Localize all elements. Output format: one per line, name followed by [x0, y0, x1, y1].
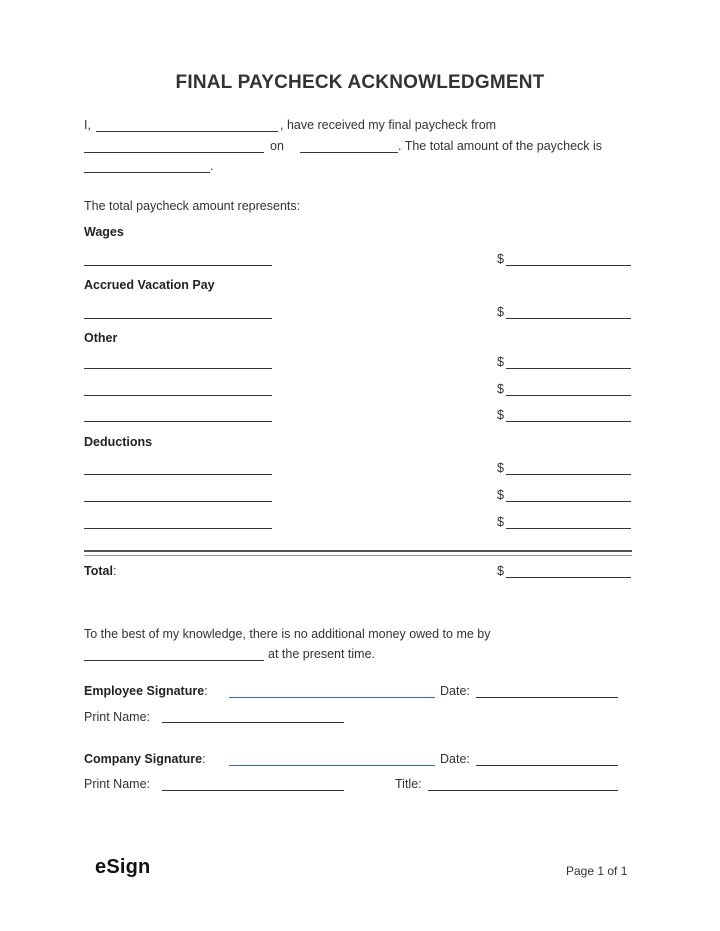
other-amount-field-2[interactable]	[506, 395, 631, 396]
intro-end-period: .	[210, 159, 214, 173]
total-colon: :	[112, 564, 117, 578]
employee-date-label: Date:	[440, 684, 470, 698]
represents-text: The total paycheck amount represents:	[84, 199, 301, 213]
company-signature-field[interactable]	[229, 765, 435, 766]
deduction-amount-field-2[interactable]	[506, 501, 631, 502]
company-print-name-field[interactable]	[162, 790, 344, 791]
deduction-description-field-1[interactable]	[84, 474, 272, 475]
employee-signature-label-row	[84, 684, 208, 698]
deduction-description-field-2[interactable]	[84, 501, 272, 502]
other-dollar-sign-3: $	[497, 408, 504, 422]
total-amount-field[interactable]	[506, 577, 631, 578]
employer-owed-field[interactable]	[84, 660, 264, 661]
total-divider-thick	[84, 550, 632, 552]
other-amount-field-3[interactable]	[506, 421, 631, 422]
total-label: Total	[84, 564, 113, 578]
deduction-dollar-sign-2: $	[497, 488, 504, 502]
total-label-row	[84, 564, 116, 578]
total-dollar-sign: $	[497, 564, 504, 578]
paycheck-total-field[interactable]	[84, 172, 210, 173]
company-signature-label-row	[84, 752, 206, 766]
other-dollar-sign-2: $	[497, 382, 504, 396]
accrued-vacation-heading: Accrued Vacation Pay	[84, 278, 215, 292]
deduction-amount-field-3[interactable]	[506, 528, 631, 529]
other-description-field-3[interactable]	[84, 421, 272, 422]
employee-print-name-label: Print Name:	[84, 710, 150, 724]
employee-print-name-field[interactable]	[162, 722, 344, 723]
employee-signature-label: Employee Signature	[84, 684, 205, 698]
company-signature-label: Company Signature	[84, 752, 203, 766]
other-heading: Other	[84, 331, 118, 345]
company-print-name-label: Print Name:	[84, 777, 150, 791]
company-date-label: Date:	[440, 752, 470, 766]
deduction-description-field-3[interactable]	[84, 528, 272, 529]
intro-total-text: . The total amount of the paycheck is	[398, 139, 603, 153]
esign-logo: eSign	[95, 856, 151, 878]
knowledge-statement: To the best of my knowledge, there is no additional money owed to me by	[84, 627, 491, 641]
vacation-amount-field[interactable]	[506, 318, 631, 319]
employee-name-field[interactable]	[96, 131, 278, 132]
employee-signature-colon: :	[204, 684, 208, 698]
vacation-description-field[interactable]	[84, 318, 272, 319]
other-description-field-2[interactable]	[84, 395, 272, 396]
intro-on-text: on	[270, 139, 284, 153]
deduction-amount-field-1[interactable]	[506, 474, 631, 475]
deductions-heading: Deductions	[84, 435, 153, 449]
employee-signature-field[interactable]	[229, 697, 435, 698]
page-number: Page 1 of 1	[566, 864, 628, 878]
intro-prefix: I,	[84, 118, 91, 132]
company-title-field[interactable]	[428, 790, 618, 791]
other-amount-field-1[interactable]	[506, 368, 631, 369]
deduction-dollar-sign-3: $	[497, 515, 504, 529]
company-signature-colon: :	[202, 752, 206, 766]
intro-received-text: , have received my final paycheck from	[280, 118, 497, 132]
knowledge-present-time: at the present time.	[268, 647, 376, 661]
document-title: FINAL PAYCHECK ACKNOWLEDGMENT	[175, 72, 545, 93]
wages-dollar-sign: $	[497, 252, 504, 266]
employer-name-field[interactable]	[84, 152, 264, 153]
company-date-field[interactable]	[476, 765, 618, 766]
wages-heading: Wages	[84, 225, 124, 239]
other-dollar-sign-1: $	[497, 355, 504, 369]
other-description-field-1[interactable]	[84, 368, 272, 369]
paycheck-date-field[interactable]	[300, 152, 398, 153]
employee-date-field[interactable]	[476, 697, 618, 698]
total-divider-thin	[84, 555, 632, 556]
company-title-label: Title:	[395, 777, 422, 791]
wages-amount-field[interactable]	[506, 265, 631, 266]
vacation-dollar-sign: $	[497, 305, 504, 319]
wages-description-field[interactable]	[84, 265, 272, 266]
deduction-dollar-sign-1: $	[497, 461, 504, 475]
